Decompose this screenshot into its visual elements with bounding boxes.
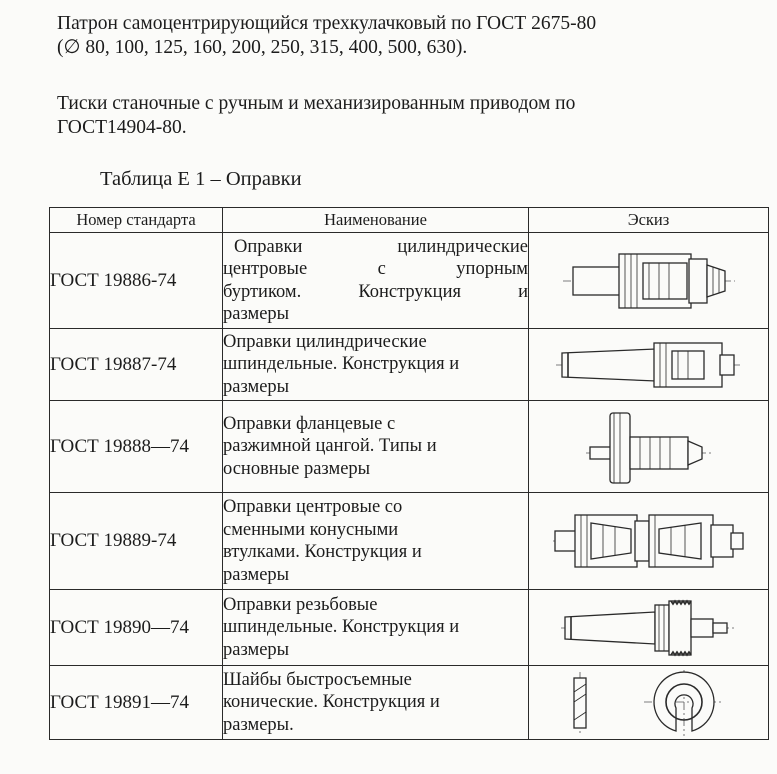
sketch-cell <box>529 666 769 740</box>
header-standard: Номер стандарта <box>50 208 223 233</box>
name-line: разжимной цангой. Типы и <box>223 436 437 457</box>
standard-cell: ГОСТ 19888—74 <box>50 401 223 493</box>
vise-paragraph <box>57 92 575 140</box>
quick-release-washer-icon <box>554 668 744 738</box>
name-line: Шайбы быстросъемные <box>223 669 412 690</box>
table-header-row <box>50 208 769 233</box>
name-word: центровые <box>223 259 308 279</box>
table-row <box>50 329 769 401</box>
sketch-cell <box>529 493 769 590</box>
spindle-mandrel-icon <box>554 335 744 395</box>
name-word: Оправки <box>234 236 303 257</box>
vise-line-2: ГОСТ14904-80. <box>57 117 187 138</box>
name-word: Конструкция <box>358 281 461 302</box>
sketch-cell <box>529 401 769 493</box>
mandrels-table <box>49 207 769 740</box>
name-line: Оправки резьбовые <box>223 594 378 615</box>
table-row <box>50 493 769 590</box>
name-line: размеры <box>223 564 290 585</box>
mandrel-with-stop-collar-icon <box>559 241 739 321</box>
sketch-cell <box>529 233 769 329</box>
center-mandrel-cone-bushings-icon <box>551 501 747 581</box>
table-row <box>50 233 769 329</box>
name-line: шпиндельные. Конструкция и <box>223 617 460 638</box>
name-line: размеры. <box>223 714 294 735</box>
threaded-spindle-mandrel-icon <box>559 595 739 661</box>
chuck-line-1: Патрон самоцентрирующийся трехкулачковый по ГОСТ 2675-80 <box>57 13 597 34</box>
standard-cell: ГОСТ 19890—74 <box>50 590 223 666</box>
header-sketch: Эскиз <box>529 208 769 233</box>
chuck-line-2: (∅ 80, 100, 125, 160, 200, 250, 315, 400, 500, 630). <box>57 37 468 58</box>
name-word: цилиндрические <box>397 236 528 257</box>
table-row <box>50 590 769 666</box>
name-line: шпиндельные. Конструкция и <box>223 354 460 375</box>
flange-collet-mandrel-icon <box>584 407 714 487</box>
name-line: Оправки фланцевые с <box>223 413 396 434</box>
name-line: конические. Конструкция и <box>223 692 440 713</box>
standard-cell: ГОСТ 19889-74 <box>50 493 223 590</box>
vise-line-1: Тиски станочные с ручным и механизированным приводом по <box>57 93 576 114</box>
name-word: буртиком. <box>223 281 302 302</box>
sketch-cell <box>529 590 769 666</box>
standard-cell: ГОСТ 19891—74 <box>50 666 223 740</box>
name-line: размеры <box>223 376 290 397</box>
sketch-cell <box>529 329 769 401</box>
name-word: и <box>518 281 528 302</box>
name-word: размеры <box>223 304 290 324</box>
name-cell <box>223 401 529 493</box>
standard-cell: ГОСТ 19886-74 <box>50 233 223 329</box>
name-line: Оправки центровые со <box>223 497 403 517</box>
chuck-paragraph <box>57 12 596 60</box>
name-line: сменными конусными <box>223 519 399 540</box>
name-line: втулками. Конструкция и <box>223 542 422 562</box>
name-line: основные размеры <box>223 458 371 479</box>
name-word: с <box>377 259 386 279</box>
name-cell <box>223 590 529 666</box>
standard-cell: ГОСТ 19887-74 <box>50 329 223 401</box>
name-line: Оправки цилиндрические <box>223 331 427 352</box>
header-name: Наименование <box>223 208 529 233</box>
name-cell <box>223 666 529 740</box>
table-row <box>50 401 769 493</box>
name-cell <box>223 493 529 590</box>
name-cell <box>223 233 529 329</box>
name-cell <box>223 329 529 401</box>
table-caption: Таблица Е 1 – Оправки <box>100 168 302 190</box>
name-word: упорным <box>456 259 528 279</box>
name-line: размеры <box>223 639 290 660</box>
table-row <box>50 666 769 740</box>
